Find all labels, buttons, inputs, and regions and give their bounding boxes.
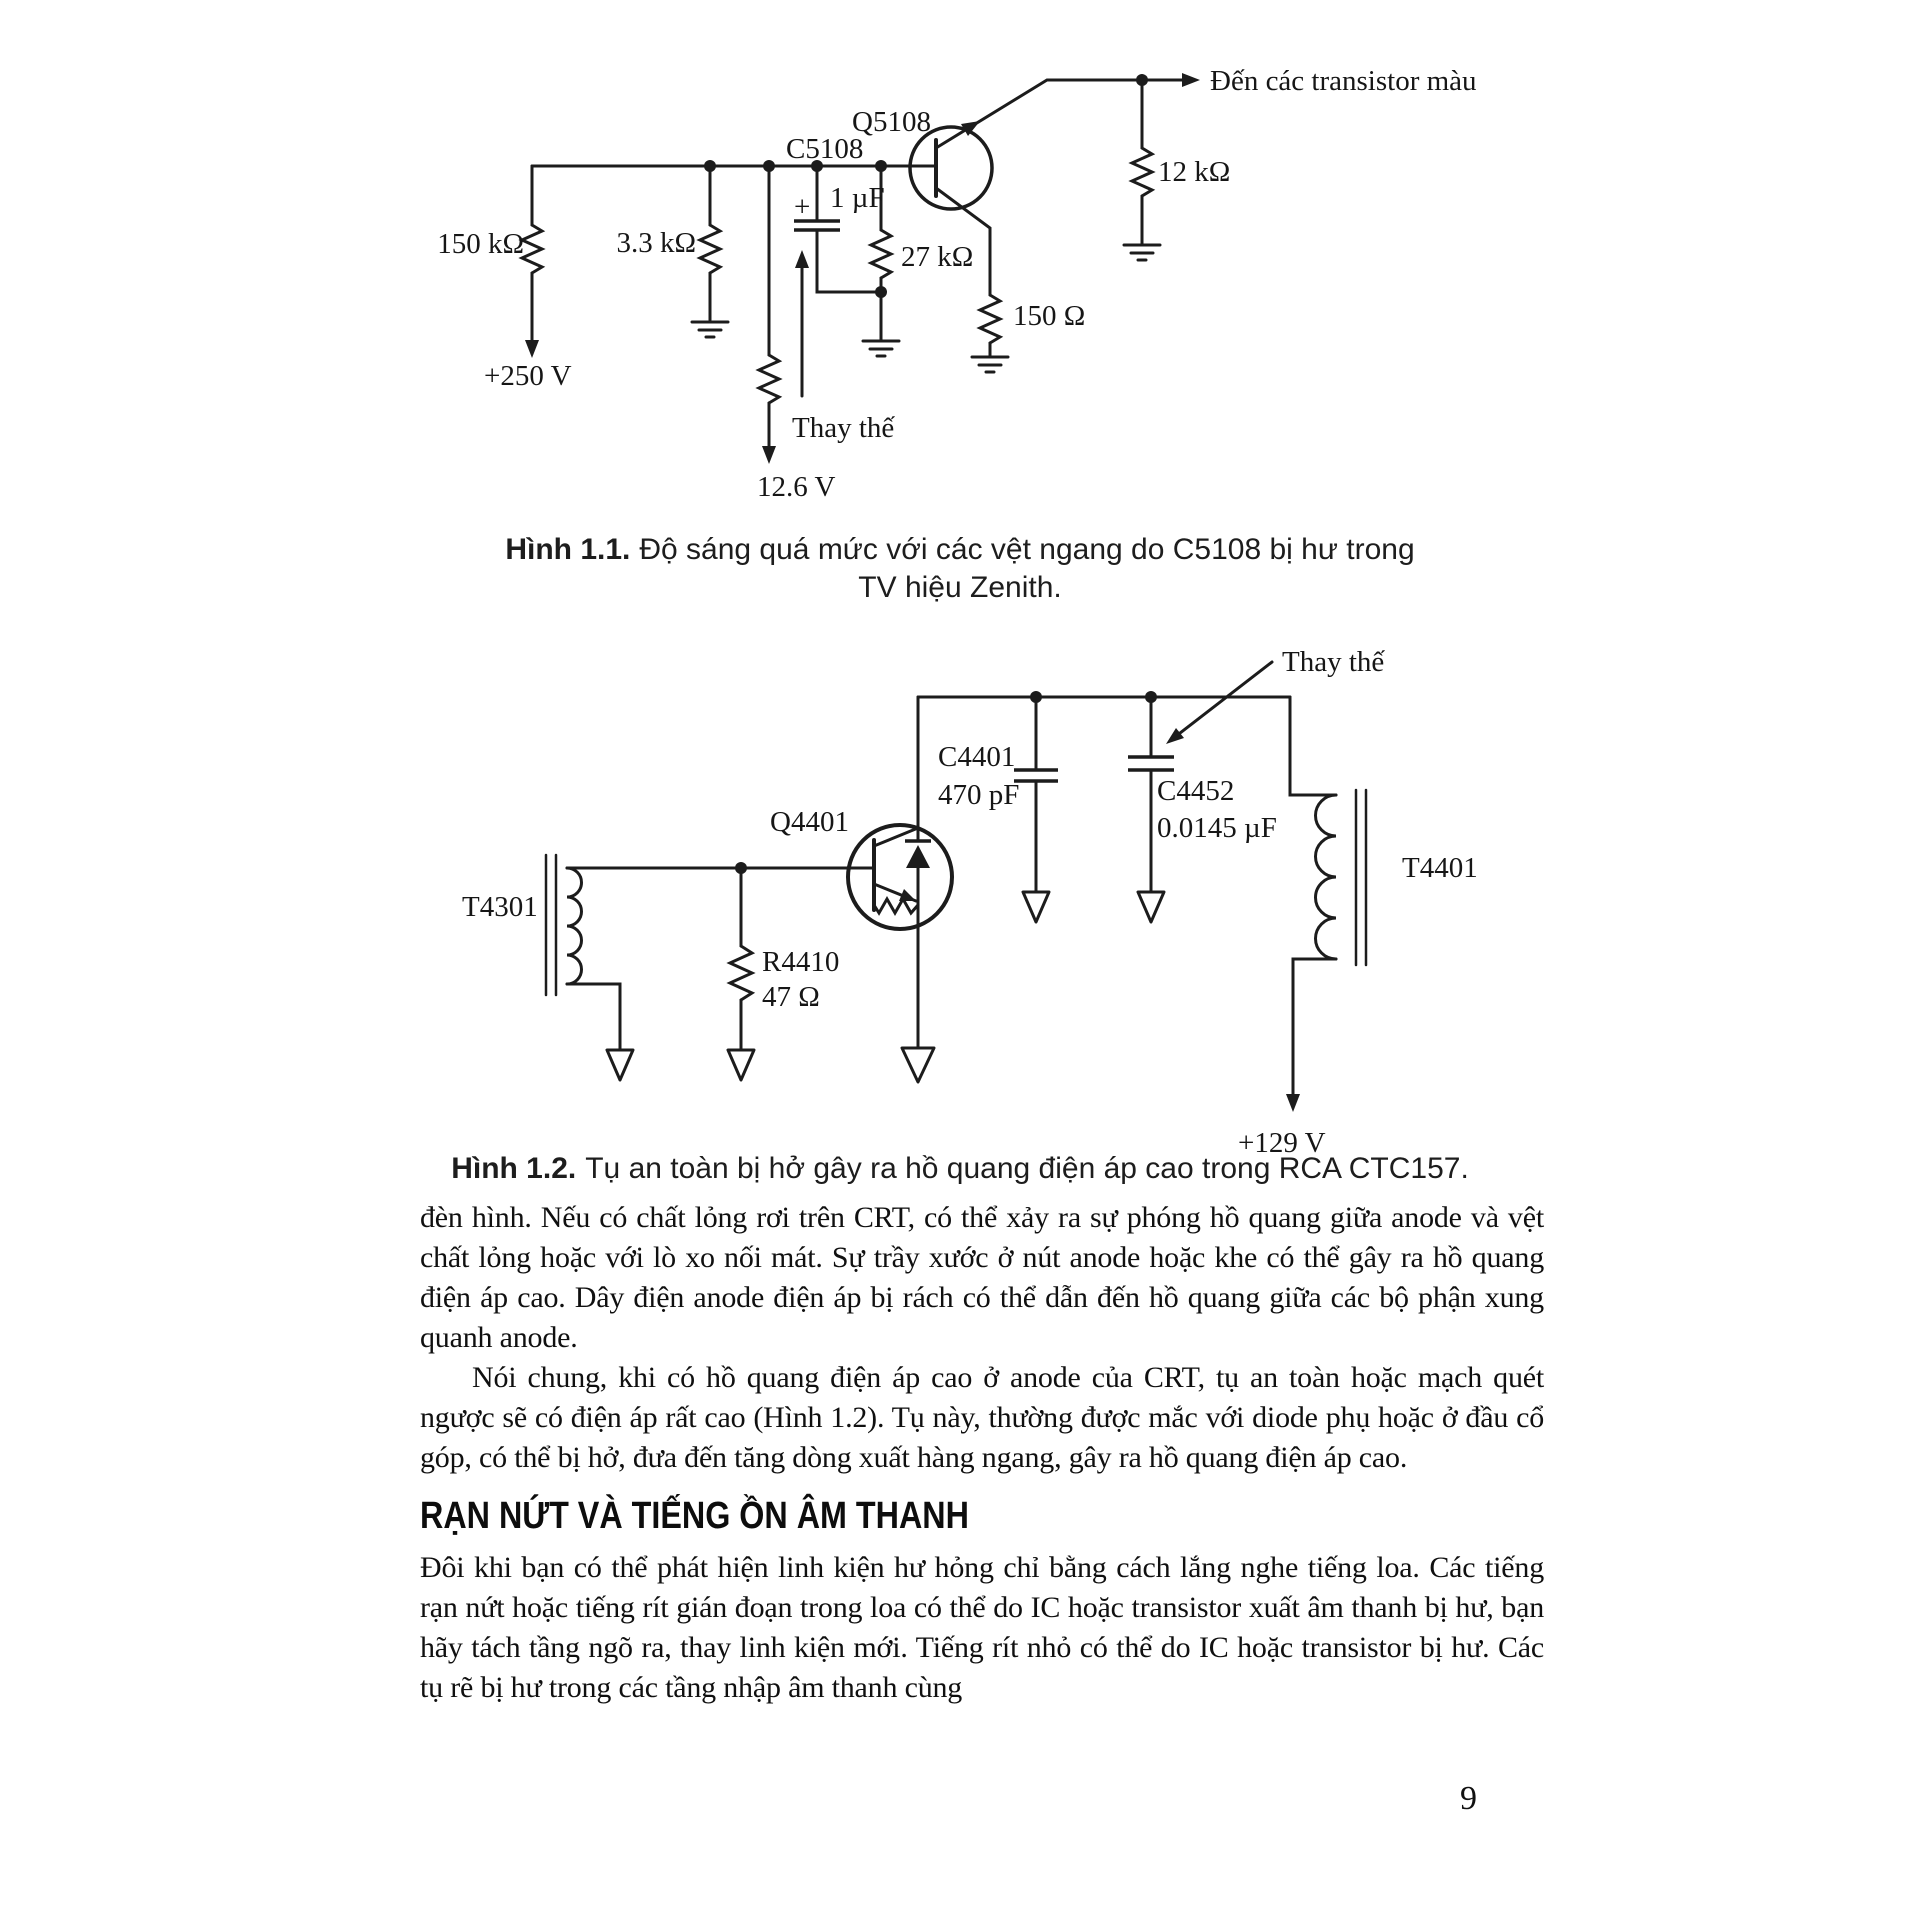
figure2-caption-line1 [0,1150,1920,1188]
damper-diode-icon [906,845,930,868]
body-text [420,1198,1544,1708]
capacitor-c4452-symbol [1128,757,1174,770]
resistor-27k-label: 27 kΩ [901,241,974,273]
resistor-27k [871,230,891,278]
figure2-caption [0,1150,1920,1188]
ground-icon [972,357,1008,372]
transformer-t4401-label: T4401 [1402,852,1478,884]
collector-wire [936,80,1186,148]
transistor-label: Q5108 [852,106,931,138]
resistor-3k3 [700,225,720,273]
resistor-150k-label: 150 kΩ [437,228,524,260]
supply-12v6-label: 12.6 V [757,471,836,503]
transistor-label: Q4401 [770,806,849,838]
capacitor-c4401-label: C4401 [938,741,1016,773]
capacitor-polarity-label: + [794,191,811,223]
t4401-bottom-wire [1293,959,1336,1096]
output-label: Đến các transistor màu [1210,65,1477,97]
resistor-12k-label: 12 kΩ [1158,156,1231,188]
paragraph-3: Đôi khi bạn có thể phát hiện linh kiện hư hỏng chỉ bằng cách lắng nghe tiếng loa. Các tiếng rạn nứt hoặc tiếng rít gián đoạn trong loa có thể do IC hoặc transistor xuất âm thanh bị hư, bạn hãy tách tầng ngõ ra, thay linh kiện mới. Tiếng rít nhỏ có thể do IC hoặc transistor bị hư. Các tụ rẽ bị hư trong các tầng nhập âm thanh cùng [420,1551,1544,1704]
ground-icon [692,322,728,337]
paragraph-1: đèn hình. Nếu có chất lỏng rơi trên CRT, có thể xảy ra sự phóng hồ quang giữa anode và vệt chất lỏng hoặc với lò xo nối mát. Sự trầy xước ở nút anode hoặc khe có thể gây ra hồ quang điện áp cao. Dây điện anode điện áp bị rách có thể dẫn đến hồ quang giữa các bộ phận xung quanh anode. [420,1201,1544,1354]
chassis-ground-icon [902,1048,934,1082]
resistor-r4410-symbol [730,946,752,1000]
capacitor-label: C5108 [786,133,864,165]
internal-resistor [874,899,918,913]
arrow-up-icon [795,250,809,268]
chassis-ground-icon [1138,892,1164,922]
replace-label: Thay thế [1282,646,1385,678]
t4401-top-wire [1290,697,1336,795]
figure2-schematic [0,620,1920,1165]
coil-icon [1316,795,1337,959]
core-lines [546,855,556,995]
figure1-caption-text: Độ sáng quá mức với các vệt ngang do C5108 bị hư trong [639,533,1415,566]
chassis-ground-icon [728,1050,754,1080]
chassis-ground-icon [607,1050,633,1080]
ground-icon [863,341,899,356]
transformer-t4301-label: T4301 [462,891,538,923]
figure1-labels [437,65,1476,503]
figure2-grounds [607,892,1164,1082]
transformer-t4301-symbol [546,855,582,995]
t4301-bottom-wire [567,984,620,1050]
resistor-150-label: 150 Ω [1013,300,1086,332]
resistor-zigzag [730,946,752,1000]
capacitor-c4452-value: 0.0145 µF [1157,812,1277,844]
resistor-r4410-value: 47 Ω [762,981,820,1013]
arrow-right-icon [1182,73,1200,87]
transistor-q4401-symbol [848,825,952,929]
replace-label: Thay thế [792,412,895,444]
figure2-caption-number: Hình 1.2. [451,1152,577,1185]
resistor-r4410-label: R4410 [762,946,840,978]
section-heading-text: RẠN NỨT VÀ TIẾNG ỒN ÂM THANH [420,1495,969,1537]
capacitor-c4401-symbol [1014,770,1058,781]
figure1-caption [0,531,1920,607]
figure1-caption-line1 [0,531,1920,569]
figure2-caption-text: Tụ an toàn bị hở gây ra hồ quang điện áp cao trong RCA CTC157. [585,1152,1469,1185]
figure1-caption-line2: TV hiệu Zenith. [858,571,1062,604]
arrow-down-icon [762,446,776,464]
transformer-t4401-symbol [1316,790,1367,965]
core-lines [1356,790,1366,965]
capacitor-c4452-label: C4452 [1157,775,1235,807]
supply-129v-label: +129 V [1238,1127,1326,1159]
arrow-down-icon [525,340,539,358]
arrow-down-icon [1286,1094,1300,1112]
paragraph-2: Nói chung, khi có hồ quang điện áp cao ở anode của CRT, tụ an toàn hoặc mạch quét ngược sẽ có điện áp rất cao (Hình 1.2). Tụ này, thường được mắc với diode phụ hoặc ở đầu cổ góp, có thể bị hở, đưa đến tăng dòng xuất hàng ngang, gây ra hồ quang điện áp cao. [420,1361,1544,1474]
figure1-caption-number: Hình 1.1. [505,533,631,566]
coil-icon [567,868,582,984]
capacitor-c4401-value: 470 pF [938,779,1020,811]
resistor-150k [522,225,542,273]
capacitor-value-label: 1 µF [830,182,885,214]
figure1-schematic [0,0,1920,540]
supply-250v-label: +250 V [484,360,572,392]
figure2-labels [462,646,1478,1159]
resistor-12k [1132,148,1152,196]
page-number: 9 [1460,1780,1477,1817]
resistor-150 [980,295,1000,343]
chassis-ground-icon [1023,892,1049,922]
ground-icon [1124,245,1160,260]
section-heading [420,1496,1544,1536]
resistor-3k3-label: 3.3 kΩ [616,227,696,259]
resistor-12v6-line [759,355,779,403]
